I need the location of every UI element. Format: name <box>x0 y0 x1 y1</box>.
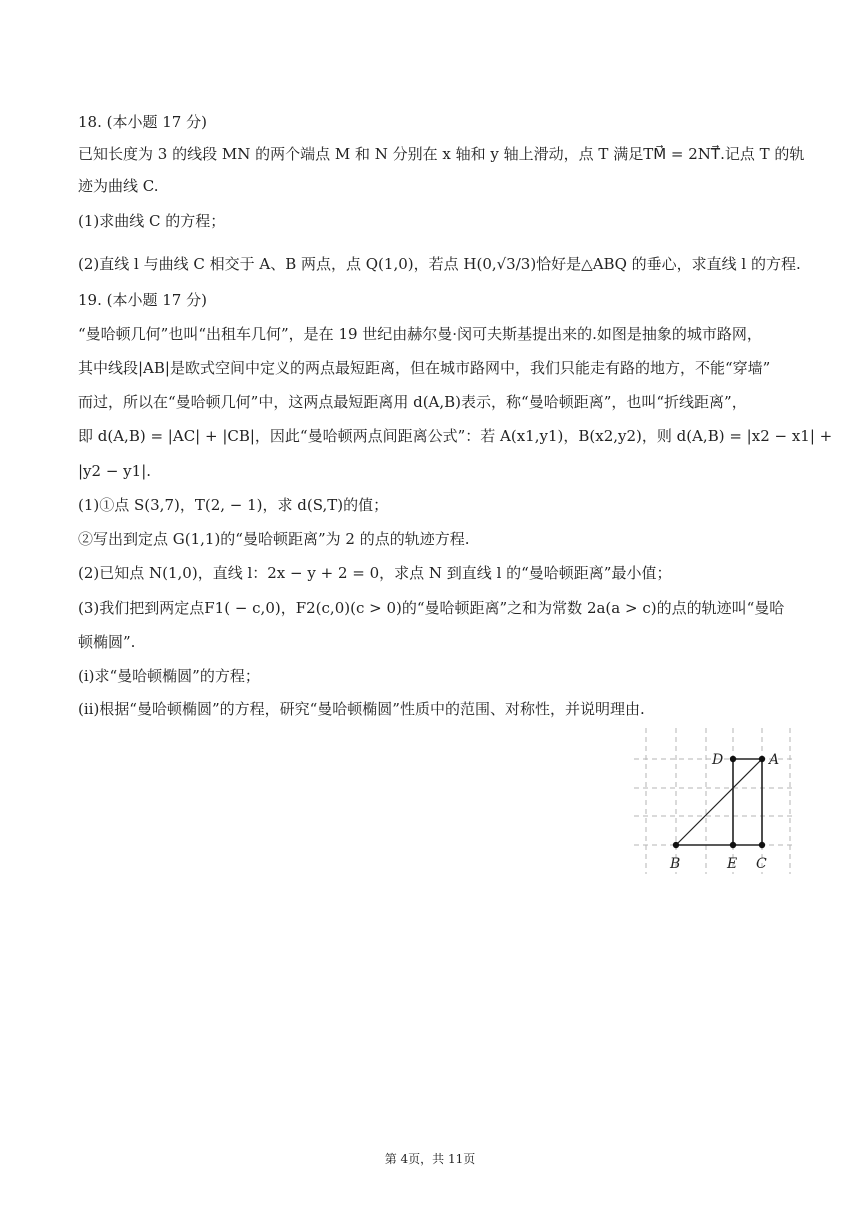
path-lines <box>676 759 762 845</box>
q19-paragraph-2: 其中线段|AB|是欧式空间中定义的两点最短距离，但在城市路网中，我们只能走有路的地方，不能“穿墙” <box>78 359 771 377</box>
q19-subquestion-3a: (3)我们把到两定点F1( − c,0)，F2(c,0)(c > 0)的“曼哈顿距离”之和为常数 2a(a > c)的点的轨迹叫“曼哈 <box>78 599 785 617</box>
q19-subquestion-2: (2)已知点 N(1,0)，直线 l：2x − y + 2 = 0，求点 N 到直线 l 的“曼哈顿距离”最小值； <box>78 564 672 582</box>
q18-subquestion-1: (1)求曲线 C 的方程； <box>78 212 226 230</box>
point-A <box>759 756 765 762</box>
point-B <box>673 842 679 848</box>
segment-AB <box>676 759 762 845</box>
page-footer: 第 4页，共 11页 <box>384 1152 476 1166</box>
label-A: A <box>769 752 780 768</box>
q19-subquestion-1b: ②写出到定点 G(1,1)的“曼哈顿距离”为 2 的点的轨迹方程. <box>78 530 470 548</box>
q19-paragraph-5: |y2 − y1|. <box>78 462 152 480</box>
q19-paragraph-4: 即 d(A,B) = |AC| + |CB|，因此“曼哈顿两点间距离公式”：若 A(x1,y1)，B(x2,y2)，则 d(A,B) = |x2 − x1| + <box>78 427 833 445</box>
point-E <box>730 842 736 848</box>
q19-paragraph-3: 而过，所以在“曼哈顿几何”中，这两点最短距离用 d(A,B)表示，称“曼哈顿距离”，也叫“折线距离”， <box>78 393 747 411</box>
grid-lines <box>634 728 796 874</box>
point-C <box>759 842 765 848</box>
q19-subquestion-ii: (ⅱ)根据“曼哈顿椭圆”的方程，研究“曼哈顿椭圆”性质中的范围、对称性，并说明理由. <box>78 700 645 718</box>
q19-subquestion-i: (ⅰ)求“曼哈顿椭圆”的方程； <box>78 667 260 685</box>
q18-paragraph-1: 已知长度为 3 的线段 MN 的两个端点 M 和 N 分别在 x 轴和 y 轴上滑动，点 T 满足TM⃗ = 2NT⃗.记点 T 的轨 <box>78 145 805 163</box>
manhattan-grid-figure <box>630 724 800 880</box>
label-B: B <box>670 856 681 872</box>
q18-subquestion-2: (2)直线 l 与曲线 C 相交于 A、B 两点，点 Q(1,0)，若点 H(0,√3/3)恰好是△ABQ 的垂心，求直线 l 的方程. <box>78 255 801 273</box>
label-C: C <box>756 856 767 872</box>
label-E: E <box>727 856 738 872</box>
label-D: D <box>712 752 724 768</box>
q19-header: 19. (本小题 17 分) <box>78 291 207 309</box>
q19-paragraph-1: “曼哈顿几何”也叫“出租车几何”，是在 19 世纪由赫尔曼·闵可夫斯基提出来的.如图是抽象的城市路网， <box>78 325 762 343</box>
point-D <box>730 756 736 762</box>
q19-subquestion-1a: (1)①点 S(3,7)，T(2, − 1)，求 d(S,T)的值； <box>78 496 389 514</box>
q18-paragraph-2: 迹为曲线 C. <box>78 177 159 195</box>
q19-subquestion-3b: 顿椭圆”. <box>78 633 136 651</box>
q18-header: 18. (本小题 17 分) <box>78 113 207 131</box>
